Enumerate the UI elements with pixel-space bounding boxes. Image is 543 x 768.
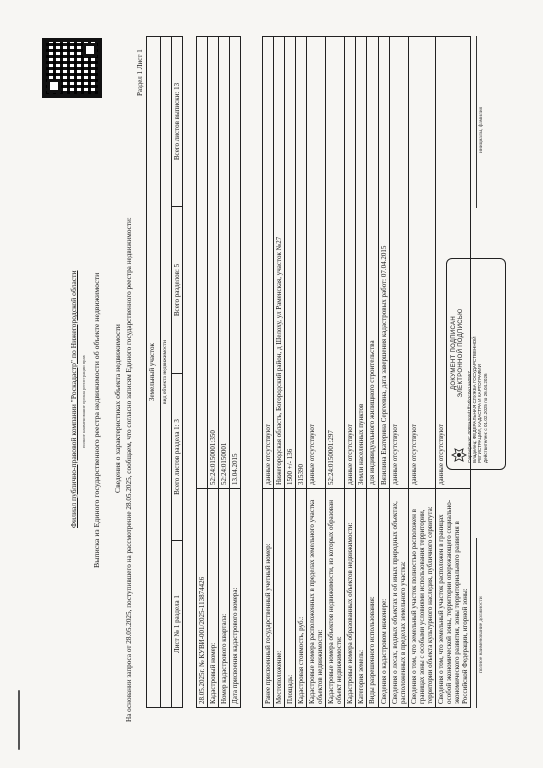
detail-value: 315390 [296, 37, 307, 489]
table-row [296, 37, 307, 708]
identity-label: Дата присвоения кадастрового номера: [230, 489, 241, 708]
object-header-table [146, 36, 183, 708]
identity-table [196, 36, 241, 708]
stamp-owner-1: Владелец: ФЕДЕРАЛЬНАЯ СЛУЖБА ГОСУДАРСТВЕННОЙ [472, 336, 478, 463]
table-row [219, 37, 230, 708]
sheets-total-cell [172, 37, 183, 207]
table-row [307, 37, 326, 708]
table-row [326, 37, 345, 708]
organization-name: Филиал публично-правовой компании "Роскадастр" по Нижегородской области [69, 270, 78, 528]
detail-label: Сведения о том, что земельный участок расположен в границах особой экономической зоны, территории опережающего социально-экономического развития, зоны территориального развития в Российской Федерации, игорной зоны: [435, 489, 470, 708]
identity-label: Номер кадастрового квартала: [219, 489, 230, 708]
detail-label: Местоположение: [274, 489, 285, 708]
identity-value: 13.04.2015 [230, 37, 241, 489]
stamp-title-2: ЭЛЕКТРОННОЙ ПОДПИСЬЮ [457, 308, 464, 398]
table-row [378, 37, 389, 708]
object-type-cell [147, 37, 161, 708]
object-type: Земельный участок [148, 343, 156, 401]
detail-value: данные отсутствуют [389, 37, 408, 489]
sheet-number: Лист № 1 раздела 1 [173, 595, 181, 653]
detail-value: данные отсутствуют [307, 37, 326, 489]
state-emblem-icon [451, 447, 467, 463]
detail-label: Кадастровые номера расположенных в пределах земельного участка объектов недвижимости: [307, 489, 326, 708]
rotated-document [40, 28, 510, 728]
position-caption: полное наименование должности [478, 596, 484, 673]
sheets-in-section-cell [172, 374, 183, 541]
table-row [389, 37, 408, 708]
organization-caption: полное наименование органа регистрации прав [81, 355, 86, 448]
position-signature-line [476, 538, 477, 708]
electronic-signature-stamp [446, 258, 506, 470]
section-sheet-ref: Раздел 1 Лист 1 [136, 49, 144, 96]
qr-code-icon [42, 38, 102, 98]
document-title: Выписка из Единого государственного реестра недвижимости об объекте недвижимости [92, 272, 101, 568]
stamp-owner-2: РЕГИСТРАЦИИ, КАДАСТРА И КАРТОГРАФИИ [477, 364, 483, 463]
signer-initials-caption: инициалы, фамилия [478, 106, 484, 153]
details-table [262, 36, 471, 708]
sheet-number-cell [172, 541, 183, 708]
detail-label: Виды разрешенного использования: [367, 489, 378, 708]
detail-label: Кадастровые номера образованных объектов недвижимости: [345, 489, 356, 708]
detail-value: для индивидуального жилищного строительства [367, 37, 378, 489]
detail-label: Площадь: [285, 489, 296, 708]
sheets-total: Всего листов выписки: 13 [173, 82, 181, 161]
detail-value: Нижегородская область, Богородский район, д Шелоху, ул Раменская, участок №27 [274, 37, 285, 489]
table-row [356, 37, 367, 708]
table-row [285, 37, 296, 708]
stamp-certificate: Сертификат: 0088a4c6d1ff24b3c0e1aa0957 [466, 371, 472, 463]
sheets-in-section: Всего листов раздела 1: 3 [173, 419, 181, 495]
identity-value: 52:24:0150001:350 [208, 37, 219, 489]
detail-label: Сведения о том, что земельный участок полностью расположен в границах зоны с особыми условиями использования территории, территории объекта культурного наследия, публичного сервитута: [408, 489, 435, 708]
detail-value: Земли населенных пунктов [356, 37, 367, 489]
detail-value: данные отсутствуют [435, 37, 470, 489]
detail-value: 52:24:0150001:297 [326, 37, 345, 489]
table-row [345, 37, 356, 708]
detail-value: данные отсутствуют [345, 37, 356, 489]
identity-value [197, 37, 208, 489]
table-row [408, 37, 435, 708]
detail-value: Вязилина Екатерина Сергеевна, дата завершения кадастровых работ: 07.04.2015 [378, 37, 389, 489]
scan-artifact-mark [18, 690, 20, 750]
table-row [230, 37, 241, 708]
detail-value: данные отсутствуют [263, 37, 274, 489]
identity-label: 28.05.2025г. № КУВИ-001/2025-113874426 [197, 489, 208, 708]
request-basis: На основании запроса от 28.05.2025, поступившего на рассмотрение 28.05.2025, сообщаем, что согласно записям Единого государственного реестра недвижимости: [125, 217, 133, 722]
table-row [208, 37, 219, 708]
sections-total: Всего разделов: 5 [173, 263, 181, 317]
detail-value: данные отсутствуют [408, 37, 435, 489]
detail-value: 1500 +/- 136 [285, 37, 296, 489]
stamp-title-1: ДОКУМЕНТ ПОДПИСАН [451, 316, 457, 390]
table-row [263, 37, 274, 708]
signer-line [476, 36, 477, 208]
object-type-caption: вид объекта недвижимости [162, 340, 168, 404]
detail-label: Кадастровая стоимость, руб.: [296, 489, 307, 708]
detail-label: Категория земель: [356, 489, 367, 708]
table-row [367, 37, 378, 708]
stamp-validity: Действителен: с 01.02.2025 по 26.04.2026 [482, 373, 488, 463]
table-row [197, 37, 208, 708]
object-type-caption-cell [161, 37, 172, 708]
document-subtitle: Сведения о характеристиках объекта недвижимости [113, 324, 122, 493]
sections-total-cell [172, 207, 183, 374]
identity-value: 52:24:0150001 [219, 37, 230, 489]
detail-label: Кадастровые номера объектов недвижимости, из которых образован объект недвижимости: [326, 489, 345, 708]
detail-label: Сведения о лесах, водных объектах и об иных природных объектах, расположенных в пределах земельного участка: [389, 489, 408, 708]
table-row [274, 37, 285, 708]
identity-label: Кадастровый номер: [208, 489, 219, 708]
detail-label: Сведения о кадастровом инженере: [378, 489, 389, 708]
detail-label: Ранее присвоенный государственный учетный номер: [263, 489, 274, 708]
